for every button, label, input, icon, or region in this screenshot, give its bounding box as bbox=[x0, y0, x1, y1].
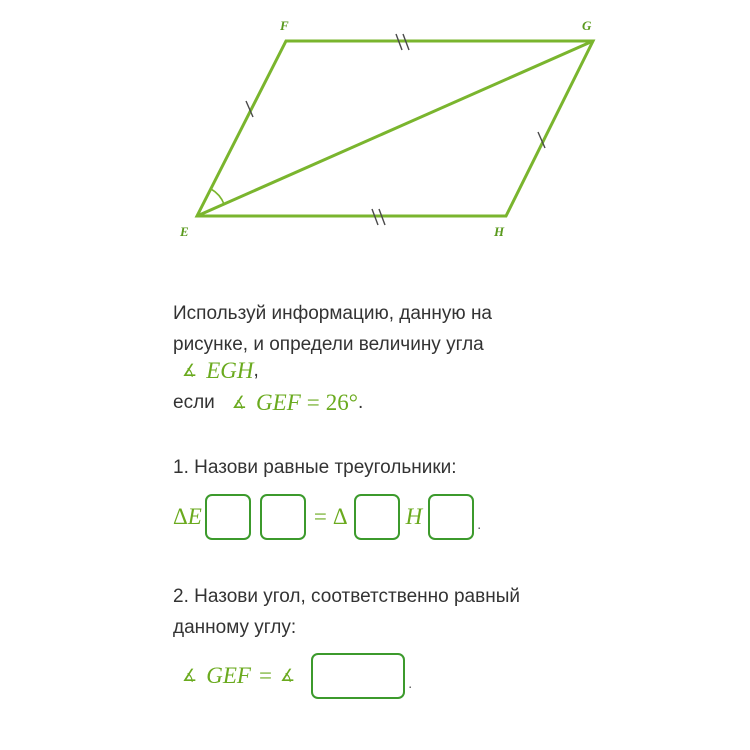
given-angle-row bbox=[173, 390, 363, 416]
parallelogram-figure bbox=[0, 0, 750, 280]
angle-symbol-icon: ∡ bbox=[182, 361, 198, 381]
step2-equals: = bbox=[258, 663, 272, 688]
step2-angle-name: GEF bbox=[206, 663, 251, 688]
step2-period: . bbox=[408, 675, 413, 691]
delta-symbol-2: Δ bbox=[332, 504, 348, 529]
step2-label-line2: данному углу: bbox=[173, 617, 297, 638]
target-angle-name: EGH bbox=[206, 358, 254, 383]
triangle2-letter-h: H bbox=[405, 504, 423, 529]
step2-answer-row bbox=[182, 653, 412, 699]
target-angle-comma: , bbox=[253, 360, 259, 381]
point-label-g: G bbox=[582, 18, 592, 33]
point-label-e: E bbox=[180, 224, 189, 239]
point-label-f: F bbox=[280, 18, 289, 33]
corresponding-angle-input[interactable] bbox=[311, 653, 405, 699]
step1-label: 1. Назови равные треугольники: bbox=[173, 457, 457, 478]
task-line-1: Используй информацию, данную на bbox=[173, 303, 493, 324]
step1-answer-row bbox=[173, 494, 481, 540]
triangle1-letter2-input[interactable] bbox=[205, 494, 251, 540]
triangles-equals: = bbox=[313, 504, 327, 529]
triangle1-letter-e: E bbox=[187, 504, 202, 529]
point-label-h: H bbox=[494, 224, 505, 239]
given-angle-name: GEF bbox=[256, 390, 301, 415]
triangle1-letter3-input[interactable] bbox=[260, 494, 306, 540]
given-equals: = bbox=[306, 390, 320, 415]
if-word: если bbox=[173, 392, 215, 413]
triangle2-letter1-input[interactable] bbox=[354, 494, 400, 540]
angle-arc-e bbox=[211, 189, 224, 204]
angle-symbol-icon: ∡ bbox=[231, 393, 248, 413]
given-period: . bbox=[357, 392, 364, 413]
target-angle-row bbox=[182, 358, 259, 384]
angle-symbol-icon: ∡ bbox=[182, 666, 198, 686]
task-line-2: рисунке, и определи величину угла bbox=[173, 334, 484, 355]
step1-period: . bbox=[477, 516, 482, 532]
delta-symbol-1: Δ bbox=[173, 504, 188, 529]
given-angle-value: 26° bbox=[325, 390, 358, 415]
step2-label-line1: 2. Назови угол, соответственно равный bbox=[173, 586, 520, 607]
angle-symbol-icon: ∡ bbox=[279, 666, 296, 686]
diagonal-eg bbox=[197, 41, 593, 216]
triangle2-letter3-input[interactable] bbox=[428, 494, 474, 540]
